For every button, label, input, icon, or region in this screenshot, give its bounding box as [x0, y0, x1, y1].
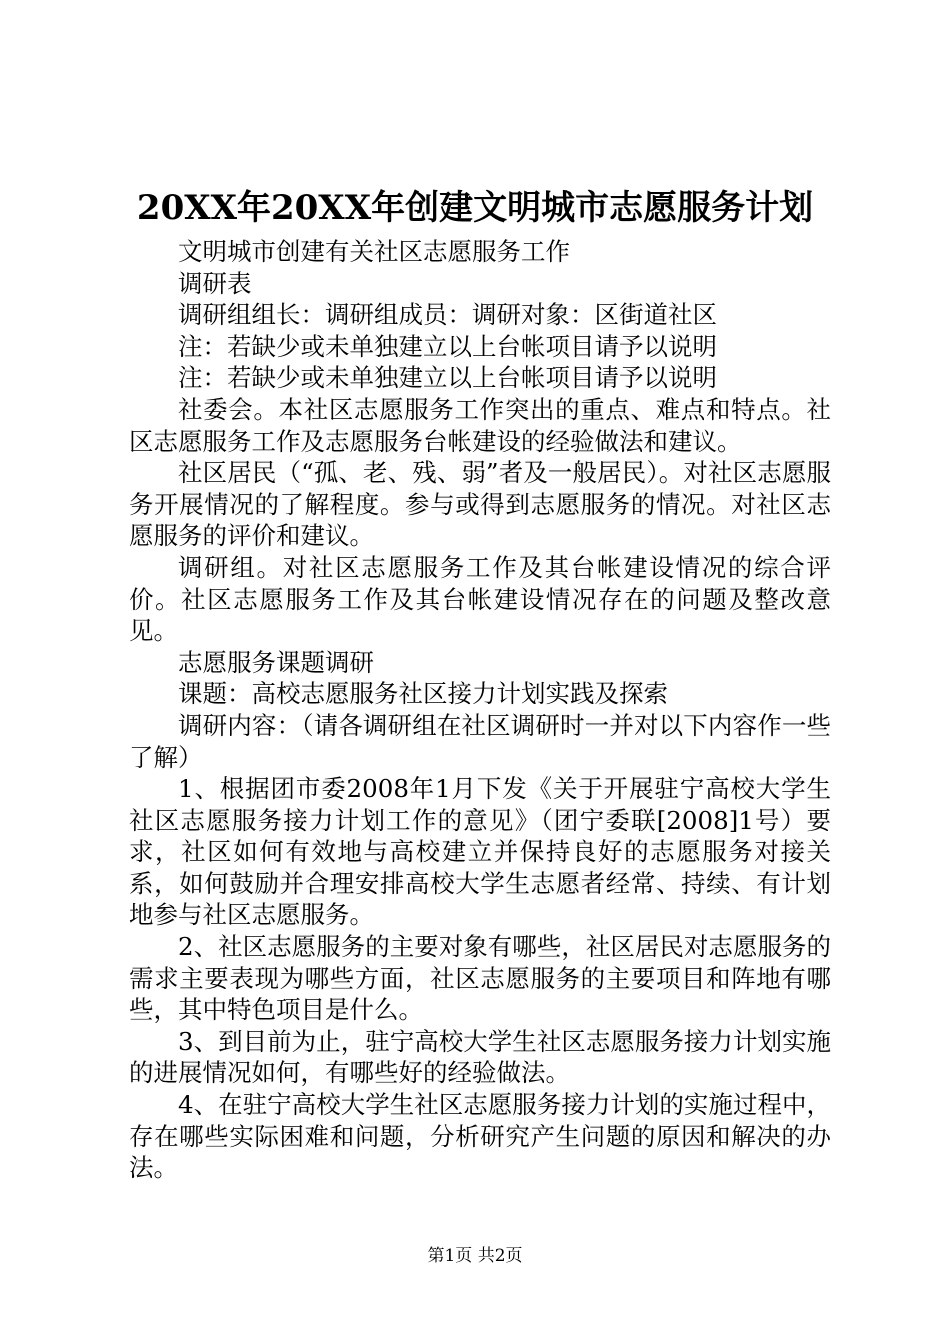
- paragraph: 调研组。对社区志愿服务工作及其台帐建设情况的综合评价。社区志愿服务工作及其台帐建设情况存在的问题及整改意见。: [129, 552, 831, 646]
- paragraph: 2、社区志愿服务的主要对象有哪些，社区居民对志愿服务的需求主要表现为哪些方面，社区志愿服务的主要项目和阵地有哪些，其中特色项目是什么。: [129, 932, 831, 1025]
- document-body: [129, 236, 831, 1184]
- paragraph: 文明城市创建有关社区志愿服务工作: [178, 237, 570, 266]
- paragraph: 注：若缺少或未单独建立以上台帐项目请予以说明: [178, 331, 717, 361]
- paragraph: 1、根据团市委2008年1月下发《关于开展驻宁高校大学生社区志愿服务接力计划工作的意见》（团宁委联[2008]1号）要求，社区如何有效地与高校建立并保持良好的志愿服务对接关系，如何鼓励并合理安排高校大学生志愿者经常、持续、有计划地参与社区志愿服务。: [129, 774, 831, 930]
- page-footer: 第1页 共2页: [427, 1246, 523, 1266]
- paragraph: 调研内容：（请各调研组在社区调研时一并对以下内容作一些了解）: [129, 710, 831, 772]
- document-title: 20XX年20XX年创建文明城市志愿服务计划: [136, 188, 814, 228]
- paragraph: 注：若缺少或未单独建立以上台帐项目请予以说明: [178, 363, 717, 393]
- paragraph: 4、在驻宁高校大学生社区志愿服务接力计划的实施过程中，存在哪些实际困难和问题，分析研究产生问题的原因和解决的办法。: [129, 1090, 831, 1183]
- paragraph: 调研组组长：调研组成员：调研对象：区街道社区: [178, 300, 717, 330]
- paragraph: 社委会。本社区志愿服务工作突出的重点、难点和特点。社区志愿服务工作及志愿服务台帐建设的经验做法和建议。: [129, 394, 831, 456]
- paragraph: 志愿服务课题调研: [178, 647, 374, 677]
- paragraph: 社区居民（“孤、老、残、弱”者及一般居民）。对社区志愿服务开展情况的了解程度。参与或得到志愿服务的情况。对社区志愿服务的评价和建议。: [129, 458, 831, 551]
- paragraph: 调研表: [178, 268, 252, 298]
- paragraph: 3、到目前为止，驻宁高校大学生社区志愿服务接力计划实施的进展情况如何，有哪些好的经验做法。: [129, 1026, 831, 1088]
- paragraph: 课题：高校志愿服务社区接力计划实践及探索: [178, 679, 668, 709]
